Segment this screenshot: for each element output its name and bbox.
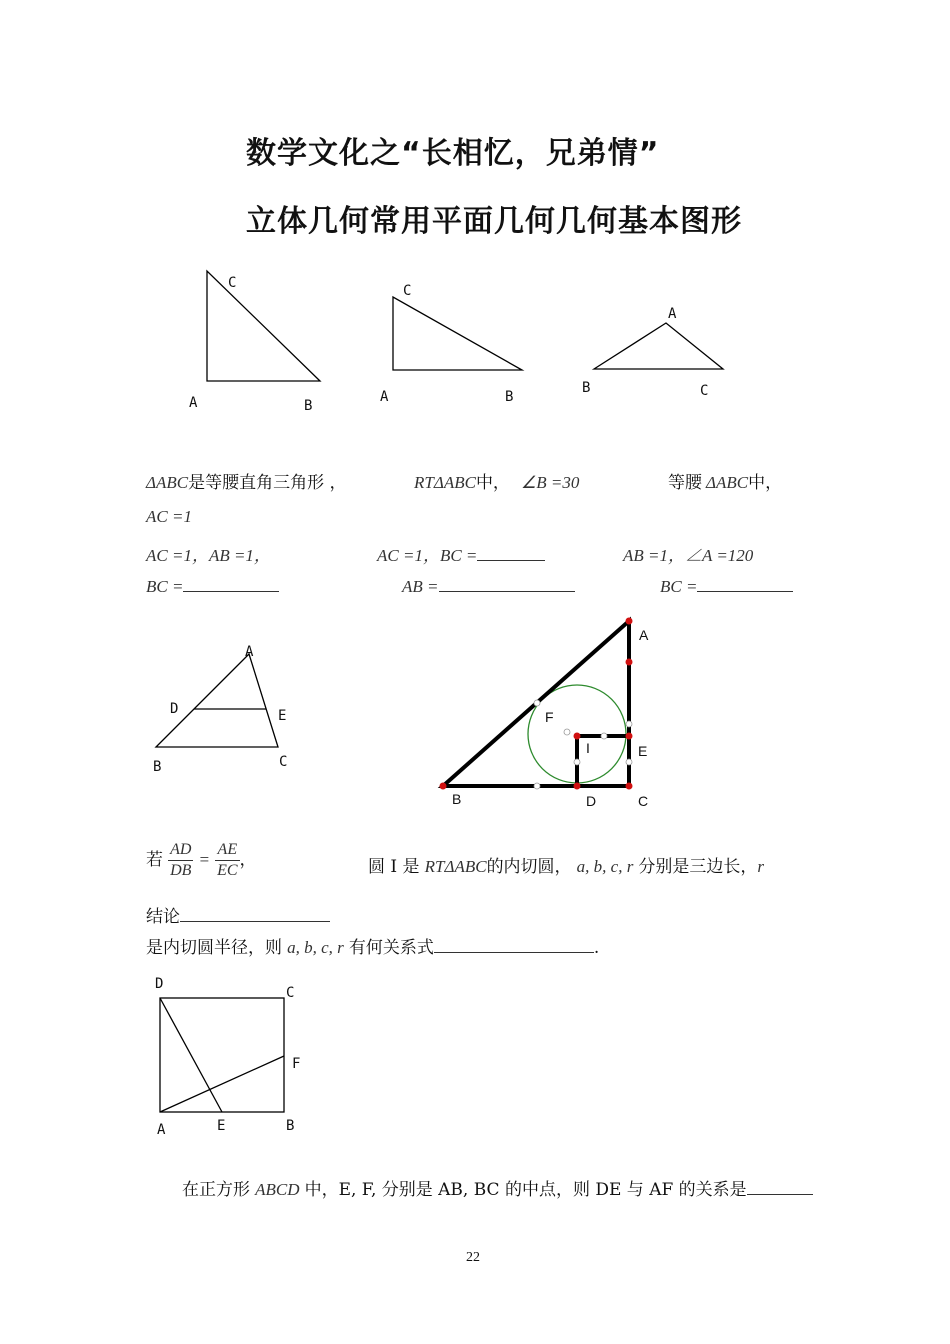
fig6-label-f: F [292, 1056, 301, 1072]
col3-line1-text2: 中， [748, 473, 783, 493]
square-text-1: 在正方形 [182, 1180, 250, 1200]
fig5-label-e: E [638, 743, 648, 759]
col2-angle-math: ∠B =30 [521, 473, 580, 492]
point-e [626, 733, 633, 740]
fig4-label-b: B [153, 759, 162, 775]
fraction-ad-db [168, 840, 193, 881]
square-abcd [160, 998, 284, 1112]
fig6-label-e: E [217, 1118, 226, 1134]
segment-de [160, 998, 222, 1112]
fig5-label-c: C [638, 793, 649, 809]
col3-bc-blank[interactable] [697, 577, 793, 592]
vertex-c [626, 783, 633, 790]
square-relation-blank[interactable] [747, 1180, 813, 1195]
incircle-math-1: RTΔABC [424, 857, 487, 876]
incircle-text-5: 有何关系式 [348, 938, 434, 958]
fig2-label-a: A [380, 389, 389, 405]
fig2-label-c: C [403, 283, 412, 299]
title-main: 数学文化之“长相忆，兄弟情” [246, 136, 660, 171]
frac1-num: AD [168, 840, 193, 861]
tangent-point-f [534, 700, 540, 706]
fig4-label-e: E [278, 708, 287, 724]
figure-right-triangle-30 [372, 280, 542, 410]
frac2-den: EC [217, 862, 238, 879]
col1-bc-blank[interactable] [183, 577, 279, 592]
incircle-math-4: a, b, c, r [287, 938, 344, 957]
fig1-label-c: C [228, 275, 237, 291]
vertex-a [626, 618, 633, 625]
col3-line3: BC = [660, 577, 698, 596]
square-text-2: 中，E, F, 分别是 AB, BC 的中点，则 DE 与 AF 的关系是 [304, 1180, 747, 1200]
incircle-math-3: r [757, 857, 765, 876]
fig1-label-a: A [189, 395, 198, 411]
point-d [574, 783, 581, 790]
frac1-den: DB [170, 862, 192, 879]
fig5-label-f: F [545, 709, 554, 725]
triangle-2 [393, 297, 522, 370]
fig4-label-d: D [170, 701, 179, 717]
fig5-label-i: I [586, 740, 590, 756]
fig3-label-b: B [582, 380, 591, 396]
fig6-label-a: A [157, 1122, 166, 1138]
figure-isosceles-right-triangle [180, 262, 340, 422]
fig4-label-c: C [279, 754, 288, 770]
segment-af [160, 1056, 284, 1112]
mid-point-id [574, 759, 580, 765]
col1-triangle-math: ΔABC [146, 473, 189, 492]
fig5-label-d: D [586, 793, 597, 809]
col2-triangle-math: RTΔABC [414, 473, 476, 492]
center-point [564, 729, 570, 735]
incircle-relation-blank[interactable] [434, 938, 594, 953]
col3-line1-text: 等腰 [668, 473, 702, 493]
fig4-label-a: A [245, 644, 254, 660]
col2-line3: AB = [402, 577, 439, 596]
ratio-suffix: ， [239, 850, 257, 870]
col2-line1-text: 中， [475, 473, 510, 493]
incircle-text-3: 分别是三边长， [638, 857, 758, 877]
col2-line2: AC =1，BC = [377, 546, 478, 565]
conclusion-label: 结论 [146, 907, 180, 927]
point-i [574, 733, 581, 740]
col1-line4: BC = [146, 577, 184, 596]
figure-square-de-af [145, 970, 315, 1140]
figure-parallel-line-triangle [145, 640, 305, 780]
point-ae [626, 659, 633, 666]
mid-point-ie [601, 733, 607, 739]
conclusion-blank[interactable] [180, 907, 330, 922]
ratio-prefix: 若 [146, 850, 163, 870]
mid-point-ec [626, 759, 632, 765]
tangent-point-right [626, 721, 632, 727]
title-sub: 立体几何常用平面几何几何基本图形 [246, 204, 742, 239]
col3-line2: AB =1，∠A =120 [623, 546, 754, 565]
fig2-label-b: B [505, 389, 514, 405]
figure-isosceles-obtuse-triangle [575, 302, 740, 402]
fig3-label-a: A [668, 306, 677, 322]
incircle-text-4: 是内切圆半径，则 [146, 938, 282, 958]
fig5-label-a: A [639, 627, 649, 643]
fraction-ae-ec [215, 840, 239, 881]
incircle-math-2: a, b, c, r [576, 857, 634, 876]
col2-bc-blank[interactable] [477, 546, 545, 561]
incircle-end: . [593, 938, 600, 958]
col2-ab-blank[interactable] [439, 577, 575, 592]
fig5-label-b: B [452, 791, 462, 807]
figure-incircle-right-triangle [430, 610, 670, 815]
col1-line1-text: 是等腰直角三角形 ， [188, 473, 347, 493]
vertex-b [440, 783, 447, 790]
frac2-num: AE [215, 840, 239, 861]
col1-line3: AC =1，AB =1， [146, 546, 271, 565]
fig6-label-d: D [155, 976, 164, 992]
ratio-eq: = [198, 850, 210, 869]
fig3-label-c: C [700, 383, 709, 399]
page-number: 22 [466, 1250, 480, 1265]
fig1-label-b: B [304, 398, 313, 414]
triangle-1 [207, 271, 320, 381]
col1-line2: AC =1 [146, 507, 192, 526]
tangent-point-bottom [534, 783, 540, 789]
radius-square [577, 736, 629, 786]
incircle-text-2: 的内切圆， [486, 857, 572, 877]
incircle-text-1: 圆 I 是 [368, 857, 420, 877]
square-math-1: ABCD [255, 1180, 300, 1199]
triangle-3 [594, 323, 723, 369]
col3-triangle-math: ΔABC [706, 473, 749, 492]
fig6-label-b: B [286, 1118, 295, 1134]
fig6-label-c: C [286, 985, 295, 1001]
